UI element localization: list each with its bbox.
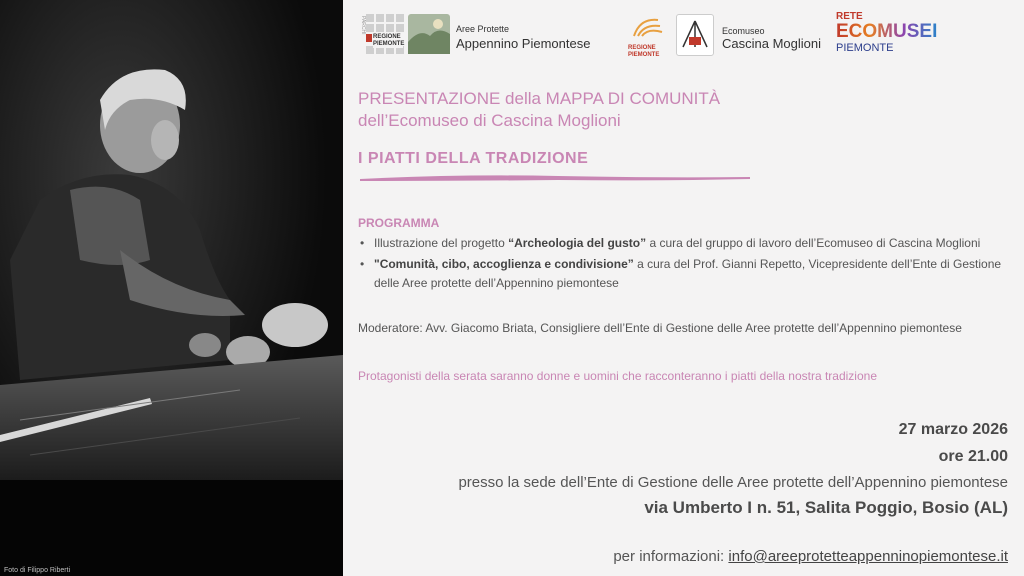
photo-illustration <box>0 0 343 576</box>
parchi-label: PARCHI <box>360 16 366 35</box>
piemonte-label: PIEMONTE <box>836 42 894 54</box>
logo-bar <box>360 12 1010 64</box>
list-item: • "Comunità, cibo, accoglienza e condivisione” a cura del Prof. Gianni Repetto, Vicepresidente dell’Ente di Gestione delle Aree protette dell’Appennino piemontese <box>358 255 1008 293</box>
programma-list <box>358 234 1008 295</box>
info-email-link[interactable]: info@areeprotetteappenninopiemontese.it <box>728 548 1008 565</box>
item-title: “Archeologia del gusto” <box>508 236 647 250</box>
ecomuseo-name: Cascina Moglioni <box>722 36 821 51</box>
protagonisti-text: Protagonisti della serata saranno donne e uomini che racconteranno i piatti della nostra tradizione <box>358 369 877 383</box>
event-venue: presso la sede dell’Ente di Gestione delle Aree protette dell’Appennino piemontese <box>458 474 1008 491</box>
aree-protette-name: Appennino Piemontese <box>456 36 591 51</box>
photo-credit: Foto di Filippo Riberti <box>4 567 71 574</box>
parchi-regione-logo <box>360 12 404 56</box>
event-time: ore 21.00 <box>938 448 1008 465</box>
event-date: 27 marzo 2026 <box>898 421 1008 438</box>
ecomuseo-small-label: Ecomuseo <box>722 26 765 36</box>
sun-swirl-icon <box>628 14 668 40</box>
subtitle: I PIATTI DELLA TRADIZIONE <box>358 150 589 167</box>
programma-heading: PROGRAMMA <box>358 216 440 230</box>
regione-piemonte-label: REGIONE PIEMONTE <box>628 45 660 58</box>
event-address: via Umberto I n. 51, Salita Poggio, Bosio (AL) <box>644 498 1008 517</box>
page-title <box>358 88 998 132</box>
item-title: "Comunità, cibo, accoglienza e condivisione” <box>374 257 634 271</box>
woman-photo <box>0 0 343 576</box>
regione-piemonte-logo <box>628 14 668 56</box>
title-line-1: PRESENTAZIONE della MAPPA DI COMUNITÀ <box>358 89 721 108</box>
title-line-2: dell’Ecomuseo di Cascina Moglioni <box>358 111 621 130</box>
ecomuseo-emblem-icon <box>676 14 714 56</box>
moderator-text: Moderatore: Avv. Giacomo Briata, Consigliere dell’Ente di Gestione delle Aree protette dell’Appennino piemontese <box>358 321 962 335</box>
regione-label: REGIONE PIEMONTE <box>373 34 405 47</box>
brush-underline <box>358 173 758 183</box>
info-line <box>613 548 1008 565</box>
ecomusei-label: ECOMUSEI <box>836 21 938 42</box>
rete-ecomusei-logo <box>836 12 937 54</box>
aree-protette-small-label: Aree Protette <box>456 24 510 34</box>
info-label: per informazioni: <box>613 548 729 565</box>
rete-label: RETE <box>836 11 863 22</box>
aree-protette-landscape-icon <box>408 14 450 54</box>
list-item: • Illustrazione del progetto “Archeologia del gusto” a cura del gruppo di lavoro dell’Ecomuseo di Cascina Moglioni <box>358 234 1008 253</box>
